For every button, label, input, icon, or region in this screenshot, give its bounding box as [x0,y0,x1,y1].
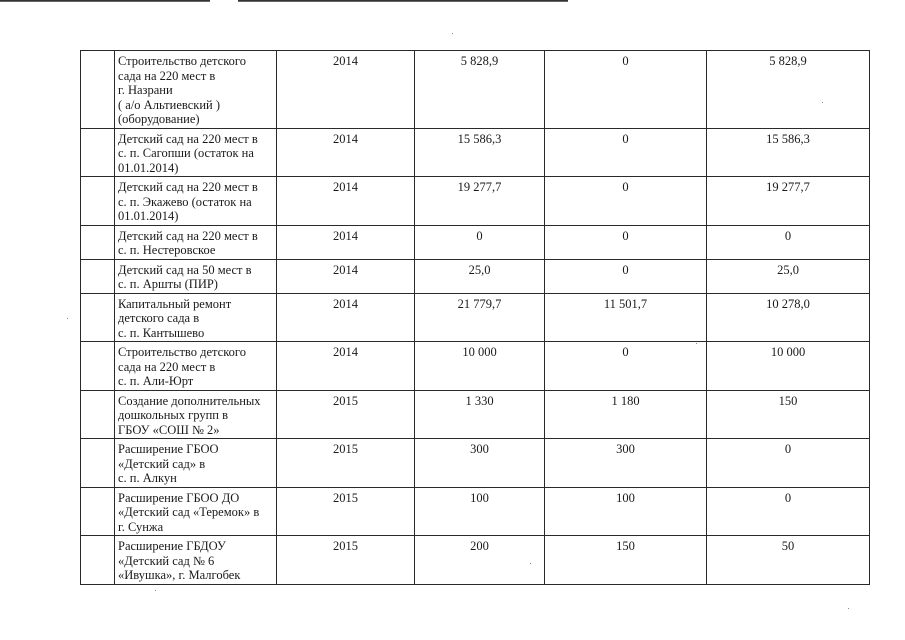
republic-value: 10 000 [770,345,806,359]
year-value: 2014 [333,180,358,194]
scan-speck [696,343,697,344]
object-name-cell [115,293,277,342]
index-cell [81,51,115,129]
year-value: 2015 [333,393,358,408]
index-cell [81,439,115,488]
federal-cell [545,536,707,585]
federal-value: 11 501,7 [603,296,648,311]
federal-value: 1 180 [611,393,640,408]
federal-value: 0 [622,228,629,243]
year-cell [277,342,415,391]
federal-value: 100 [616,490,635,505]
republic-cell [707,342,870,391]
federal-cell [545,259,707,293]
year-cell [277,293,415,342]
total-cell [415,128,545,177]
object-name-cell [115,536,277,585]
object-name-cell [115,128,277,177]
total-value: 200 [470,539,489,553]
year-cell [277,390,415,439]
table-row [81,439,870,488]
total-cell [415,390,545,439]
object-name-cell [115,487,277,536]
scan-speck [155,590,156,591]
year-cell [277,128,415,177]
index-cell [81,128,115,177]
total-cell [415,487,545,536]
federal-value: 0 [622,54,629,68]
republic-value: 5 828,9 [769,54,807,68]
year-value: 2014 [333,296,358,311]
total-cell [415,51,545,129]
object-name: Расширение ГБДОУ «Детский сад № 6 «Ивушка», г. Малгобек [118,539,241,582]
total-value: 0 [476,228,483,243]
total-value: 300 [470,442,489,456]
funding-table-body [81,51,870,585]
index-cell [81,342,115,391]
republic-cell [707,177,870,226]
republic-cell [707,536,870,585]
table-row [81,225,870,259]
federal-value: 0 [622,262,629,277]
republic-value: 0 [784,442,792,456]
object-name-cell [115,342,277,391]
federal-cell [545,342,707,391]
object-name: Создание дополнительных дошкольных групп в ГБОУ «СОШ № 2» [118,393,261,437]
scan-speck [67,318,68,319]
federal-value: 0 [622,131,629,146]
republic-value: 15 586,3 [766,131,810,146]
year-value: 2014 [333,262,358,277]
total-value: 19 277,7 [457,180,502,194]
total-cell [415,225,545,259]
total-value: 100 [470,490,489,505]
republic-cell [707,259,870,293]
year-cell [277,225,415,259]
table-row [81,342,870,391]
scan-speck [452,33,453,34]
table-row [81,390,870,439]
year-cell [277,487,415,536]
index-cell [81,225,115,259]
year-cell [277,536,415,585]
total-cell [415,177,545,226]
total-value: 10 000 [462,345,497,359]
object-name-cell [115,51,277,129]
total-value: 15 586,3 [457,131,502,146]
index-cell [81,536,115,585]
federal-cell [545,225,707,259]
year-value: 2014 [333,54,358,68]
republic-cell [707,390,870,439]
total-cell [415,259,545,293]
object-name: Строительство детского сада на 220 мест в с. п. Али-Юрт [118,345,246,388]
year-value: 2015 [333,442,358,456]
scan-speck [848,608,849,609]
federal-value: 300 [616,442,635,456]
table-row [81,51,870,129]
scan-speck [822,102,823,103]
year-value: 2014 [333,131,358,146]
table-row [81,536,870,585]
funding-table [80,50,870,585]
year-cell [277,439,415,488]
republic-cell [707,439,870,488]
republic-value: 10 278,0 [766,296,810,311]
year-cell [277,259,415,293]
index-cell [81,259,115,293]
year-cell [277,51,415,129]
republic-cell [707,293,870,342]
table-row [81,487,870,536]
republic-cell [707,128,870,177]
year-value: 2015 [333,490,358,505]
object-name: Строительство детского сада на 220 мест в г. Назрани ( а/о Альтиевский ) (оборудование) [118,54,246,126]
federal-cell [545,390,707,439]
federal-cell [545,177,707,226]
year-cell [277,177,415,226]
total-cell [415,439,545,488]
federal-cell [545,128,707,177]
republic-value: 150 [778,393,798,408]
federal-cell [545,51,707,129]
object-name: Расширение ГБОО ДО «Детский сад «Теремок» в г. Сунжа [118,490,260,534]
scan-speck [530,563,531,564]
total-value: 1 330 [465,393,494,408]
object-name: Капитальный ремонт детского сада в с. п. Кантышево [118,296,232,340]
federal-cell [545,293,707,342]
object-name: Детский сад на 220 мест в с. п. Экажево (остаток на 01.01.2014) [118,180,258,223]
table-row [81,177,870,226]
object-name: Расширение ГБОО «Детский сад» в с. п. Алкун [118,442,219,485]
object-name: Детский сад на 220 мест в с. п. Нестеровское [118,228,258,257]
federal-value: 0 [622,180,629,194]
total-cell [415,293,545,342]
republic-cell [707,225,870,259]
table-row [81,259,870,293]
total-value: 25,0 [468,262,491,277]
republic-cell [707,51,870,129]
object-name-cell [115,177,277,226]
object-name-cell [115,259,277,293]
year-value: 2014 [333,228,358,243]
total-value: 21 779,7 [457,296,502,311]
index-cell [81,487,115,536]
object-name-cell [115,225,277,259]
federal-value: 0 [622,345,629,359]
index-cell [81,390,115,439]
object-name-cell [115,390,277,439]
total-cell [415,342,545,391]
year-value: 2015 [333,539,358,553]
index-cell [81,177,115,226]
total-cell [415,536,545,585]
object-name: Детский сад на 50 мест в с. п. Аршты (ПИР) [118,262,252,291]
republic-cell [707,487,870,536]
year-value: 2014 [333,345,358,359]
object-name: Детский сад на 220 мест в с. п. Сагопши (остаток на 01.01.2014) [118,131,258,175]
top-edge-rule [0,0,210,2]
object-name-cell [115,439,277,488]
republic-value: 0 [784,228,792,243]
total-value: 5 828,9 [460,54,499,68]
federal-cell [545,439,707,488]
republic-value: 19 277,7 [766,180,810,194]
republic-value: 50 [781,539,795,553]
table-row [81,293,870,342]
federal-value: 150 [616,539,635,553]
republic-value: 0 [784,490,792,505]
republic-value: 25,0 [777,262,799,277]
index-cell [81,293,115,342]
table-row [81,128,870,177]
federal-cell [545,487,707,536]
top-edge-rule [238,0,568,2]
